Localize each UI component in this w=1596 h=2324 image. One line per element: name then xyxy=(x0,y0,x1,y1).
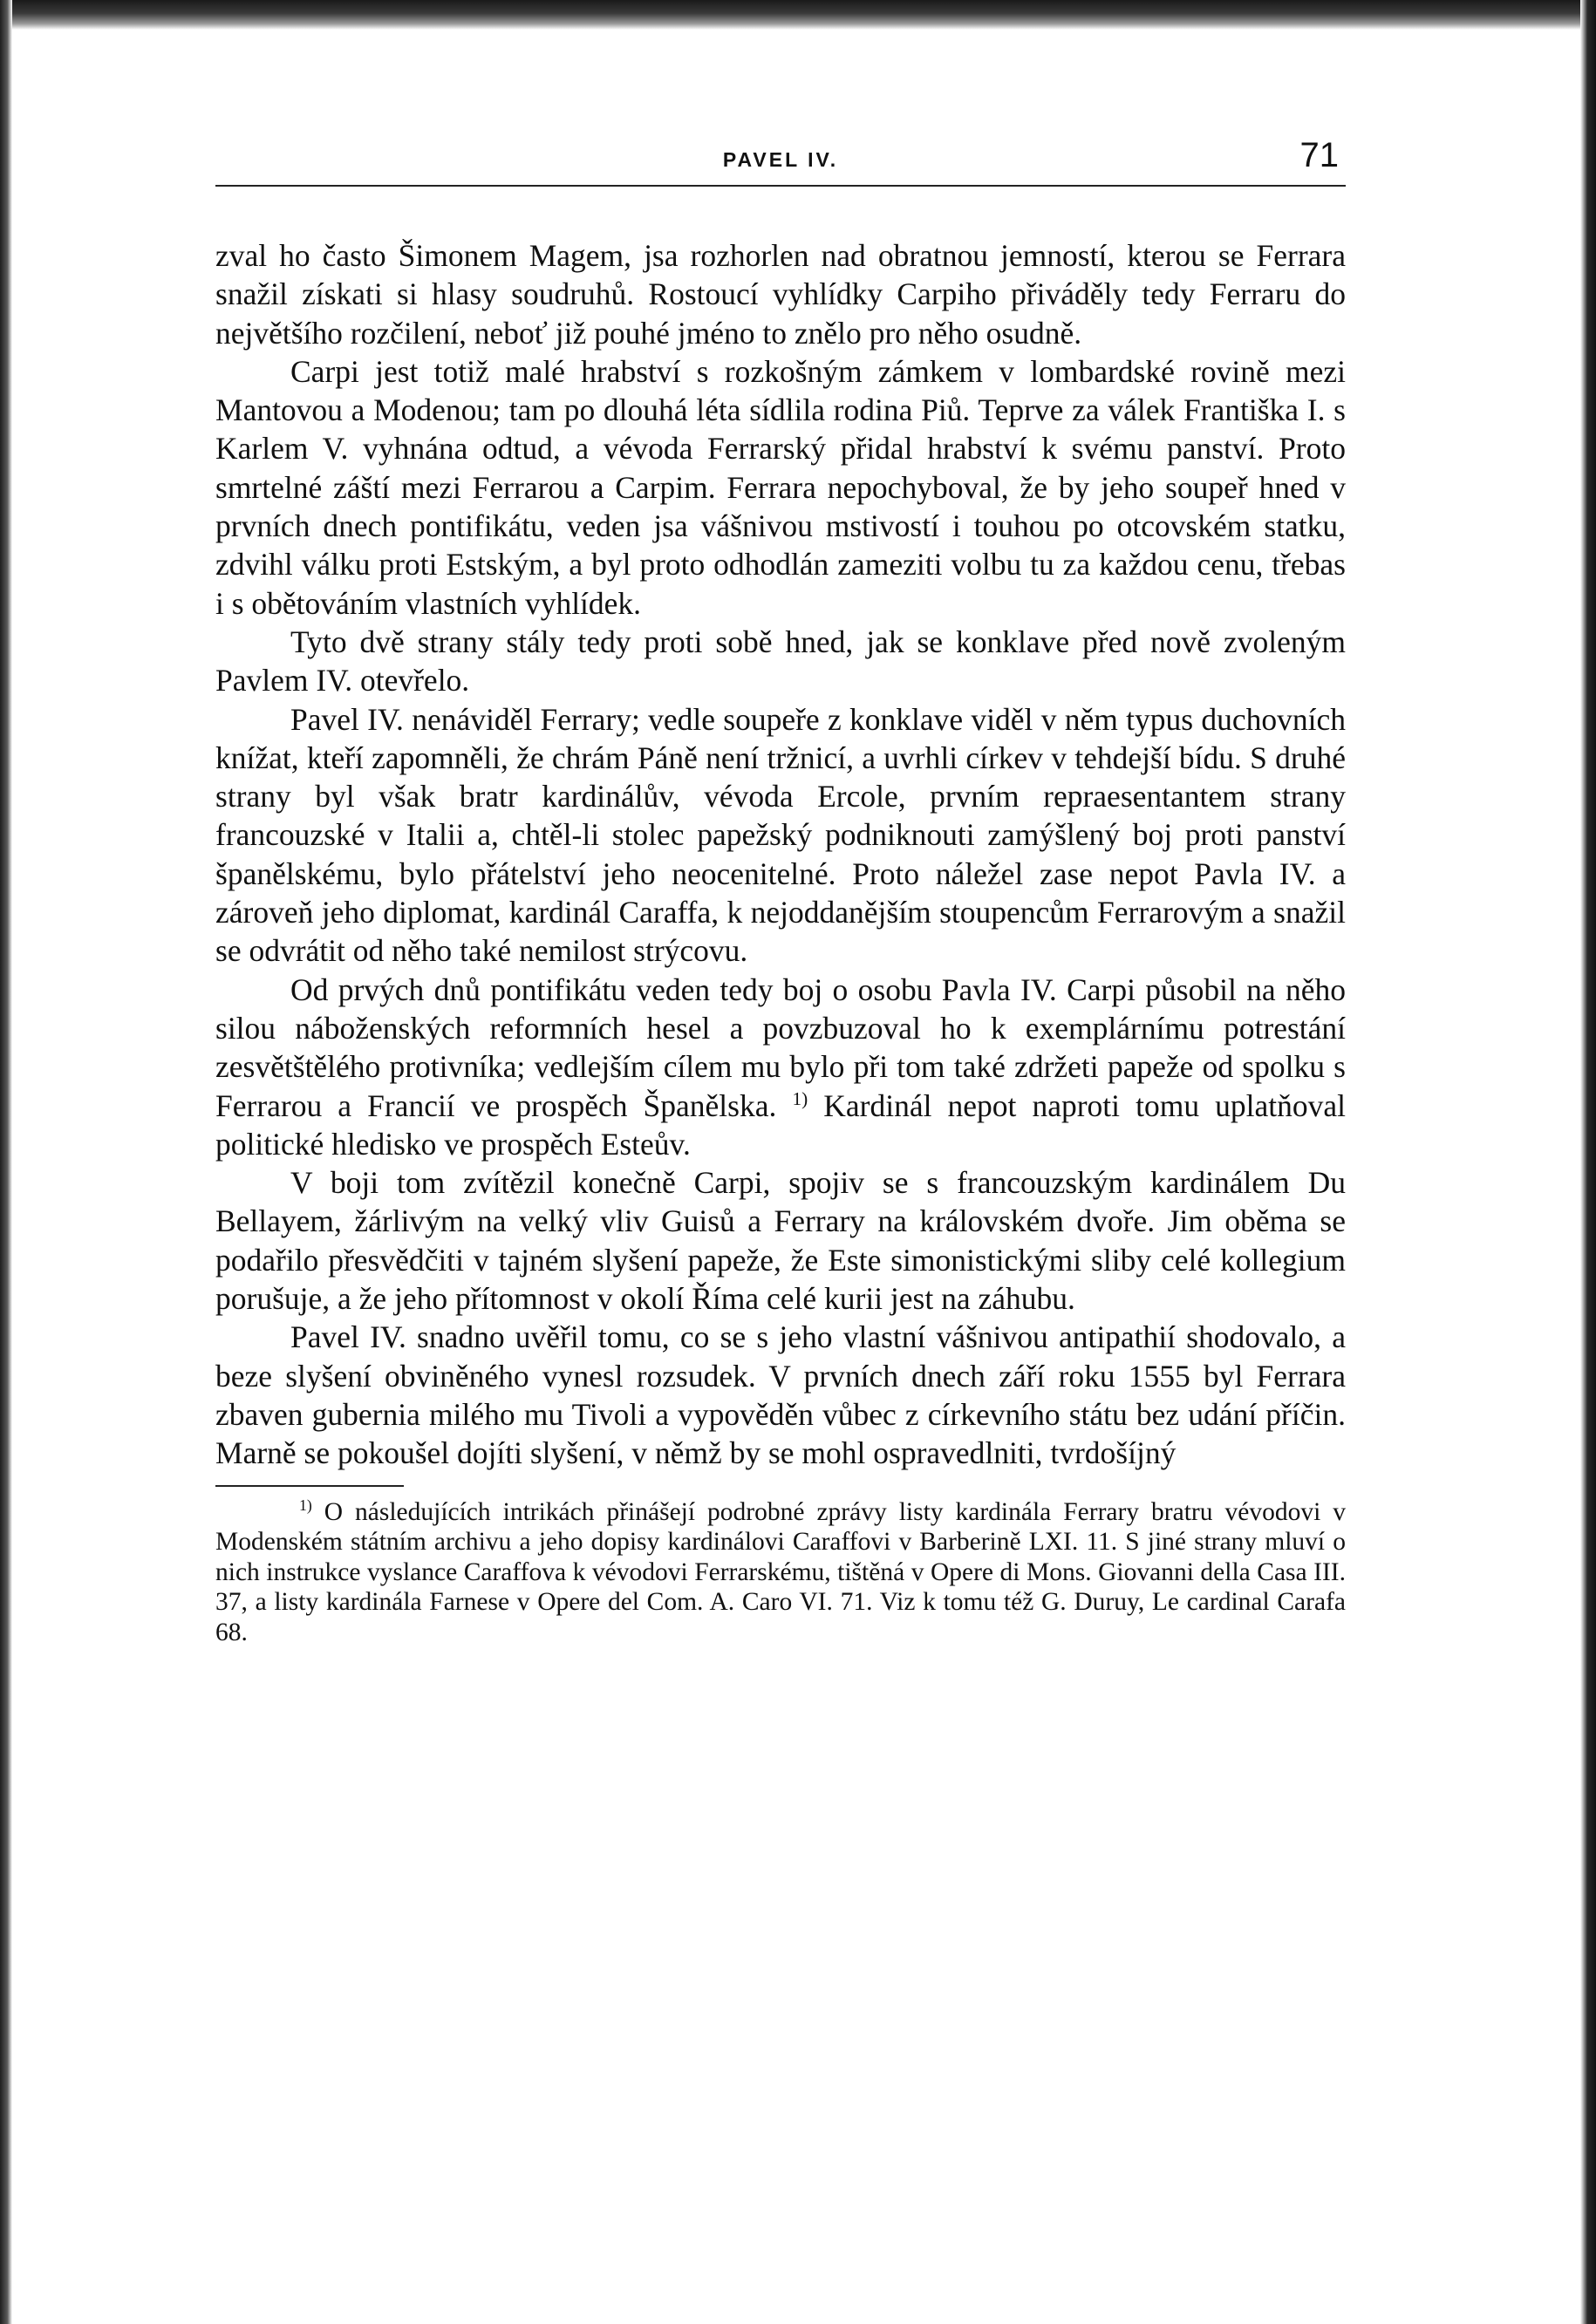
header-rule xyxy=(215,185,1346,187)
paragraph: Pavel IV. snadno uvěřil tomu, co se s jeho vlastní vášnivou antipathií shodovalo, a beze slyšení obviněného vynesl rozsudek. V prvních dnech září roku 1555 byl Ferrara zbaven gubernia milého mu Tivoli a vypověděn vůbec z církevního státu bez udání příčin. Marně se pokoušel dojíti slyšení, v němž by se mohl ospravedlniti, tvrdošíjný xyxy=(215,1319,1346,1471)
paragraph-text: Od prvých dnů pontifikátu veden tedy boj o osobu Pavla IV. Carpi působil na něho silou náboženských reformních hesel a povzbuzoval ho k exemplárnímu potrestání zesvětštělého protivníka; vedlejším cílem mu bylo při tom také zdržeti papeže od spolku s Ferrarou a Francií ve prospěch Španělska. xyxy=(215,971,1346,1123)
paragraph: Pavel IV. nenáviděl Ferrary; vedle soupeře z konklave viděl v něm typus duchovních knížat, kteří zapomněli, že chrám Páně není tržnicí, a uvrhli církev v tehdejší bídu. S druhé strany byl však bratr kardinálův, vévoda Ercole, prvním repraesentantem strany francouzské v Italii a, chtěl-li stolec papežský podniknouti zamýšlený boj proti panství španělskému, bylo přátelství jeho neocenitelné. Proto náležel zase nepot Pavla IV. a zároveň jeho diplomat, kardinál Caraffa, k nejoddanějším stoupencům Ferrarovým a snažil se odvrátit od něho také nemilost strýcovu. xyxy=(215,701,1346,969)
footnote xyxy=(215,1497,1346,1648)
paragraph: Carpi jest totiž malé hrabství s rozkošným zámkem v lombardské rovině mezi Mantovou a Modenou; tam po dlouhá léta sídlila rodina Piů. Teprve za válek Františka I. s Karlem V. vyhnána odtud, a vévoda Ferrarský přidal hrabství k svému panství. Proto smrtelné záští mezi Ferrarou a Carpim. Ferrara nepochyboval, že by jeho soupeř hned v prvních dnech pontifikátu, veden jsa vášnivou mstivostí i touhou po otcovském statku, zdvihl válku proti Estským, a byl proto odhodlán zameziti volbu tu za každou cenu, třebas i s obětováním vlastních vyhlídek. xyxy=(215,353,1346,621)
running-title: PAVEL IV. xyxy=(722,148,839,171)
paragraph: zval ho často Šimonem Magem, jsa rozhorlen nad obratnou jemností, kterou se Ferrara snažil získati si hlasy soudruhů. Rostoucí vyhlídky Carpiho přiváděly tedy Ferraru do největšího rozčilení, neboť již pouhé jméno to znělo pro něho osudně. xyxy=(215,238,1346,351)
footnote-reference[interactable]: 1) xyxy=(792,1087,808,1109)
footnotes xyxy=(215,1497,1346,1648)
footnote-marker: 1) xyxy=(299,1496,312,1514)
scan-edge-right xyxy=(1580,0,1596,2324)
paragraph: V boji tom zvítězil konečně Carpi, spojiv se s francouzským kardinálem Du Bellayem, žárlivým na velký vliv Guisů a Ferrary na královském dvoře. Jim oběma se podařilo přesvědčiti v tajném slyšení papeže, že Este simonistickými sliby celé kollegium porušuje, a že jeho přítomnost v okolí Říma celé kurii jest na záhubu. xyxy=(215,1165,1346,1317)
book-page xyxy=(215,131,1346,1647)
paragraph-text-continued: Kardinál nepot naproti tomu uplatňoval politické hledisko ve prospěch Esteův. xyxy=(215,1087,1347,1162)
paragraph-with-footnote xyxy=(215,971,1346,1163)
footnote-rule xyxy=(215,1485,404,1487)
paragraph: Tyto dvě strany stály tedy proti sobě hned, jak se konklave před nově zvoleným Pavlem IV. otevřelo. xyxy=(215,624,1346,699)
scan-edge-top xyxy=(0,0,1596,30)
page-number: 71 xyxy=(1299,136,1339,174)
body-text xyxy=(215,236,1346,1473)
running-head xyxy=(215,131,1346,188)
scan-edge-left xyxy=(0,0,12,2324)
footnote-text: O následujících intrikách přinášejí podrobné zprávy listy kardinála Ferrary bratru vévodovi v Modenském státním archivu a jeho dopisy kardinálovi Caraffovi v Barberině LXI. 11. S jiné strany mluví o nich instrukce vyslance Caraffova k vévodovi Ferrarskému, tištěná v Opere di Mons. Giovanni della Casa III. 37, a listy kardinála Farnese v Opere del Com. A. Caro VI. 71. Viz k tomu též G. Duruy, Le cardinal Carafa 68. xyxy=(215,1497,1346,1646)
